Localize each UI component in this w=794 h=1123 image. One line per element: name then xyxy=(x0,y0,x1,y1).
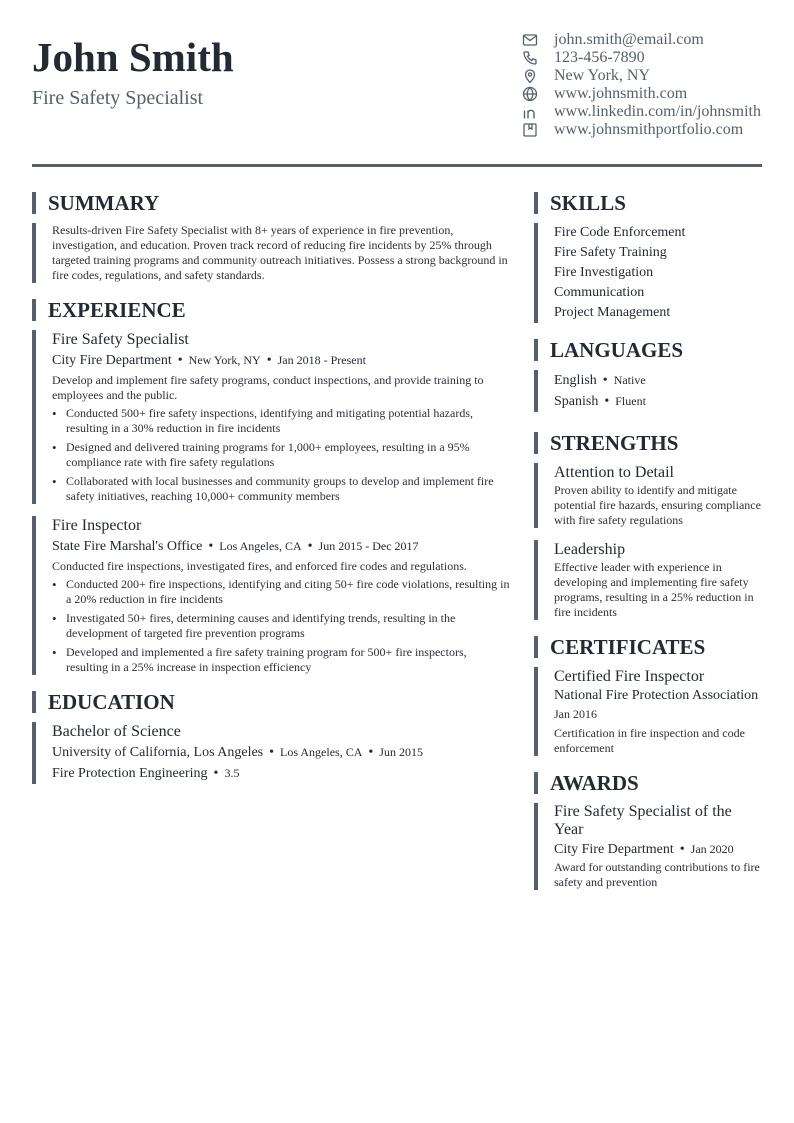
left-column xyxy=(32,192,510,784)
education-section xyxy=(32,691,510,784)
section-heading: EDUCATION xyxy=(32,691,510,713)
award-title: Fire Safety Specialist of the Year xyxy=(554,803,732,838)
award-desc: Award for outstanding contributions to fire safety and prevention xyxy=(554,860,760,889)
contact-linkedin[interactable] xyxy=(522,103,761,121)
language-name: Spanish xyxy=(554,394,599,409)
resume-page xyxy=(32,0,762,889)
award-issuer: City Fire Department xyxy=(554,842,674,857)
phone-icon xyxy=(522,50,538,66)
section-heading: STRENGTHS xyxy=(534,432,762,454)
job-org: City Fire Department xyxy=(52,353,172,368)
language-item: English • Native xyxy=(554,373,646,388)
skill-item: Fire Code Enforcement xyxy=(554,225,686,240)
strengths-section xyxy=(534,432,762,620)
strength-entry xyxy=(534,463,762,528)
contact-location xyxy=(522,67,761,85)
summary-text: Results-driven Fire Safety Specialist with 8+ years of experience in fire prevention, investigation, and education. Proven track record of reducing fire incidents by 25% through targeted training programs and community outreach initiatives. Possess a strong background in fire codes, regulations, and safety standards. xyxy=(52,223,508,282)
award-entry xyxy=(534,803,762,890)
award-date: Jan 2020 xyxy=(690,842,734,856)
job-location: Los Angeles, CA xyxy=(219,539,302,553)
section-heading: SKILLS xyxy=(534,192,762,214)
globe-icon xyxy=(522,86,538,102)
gpa: 3.5 xyxy=(224,766,240,780)
list-item: • Designed and delivered training programs for 1,000+ employees, resulting in a 95% compliance rate with fire safety regulations xyxy=(52,440,510,470)
contact-phone[interactable] xyxy=(522,49,761,67)
resume-header xyxy=(32,0,762,168)
contact-website[interactable] xyxy=(522,85,761,103)
strength-desc: Proven ability to identify and mitigate potential fire hazards, ensuring compliance with fire safety regulations xyxy=(554,483,761,527)
job-role: Fire Inspector xyxy=(52,517,142,534)
school-location: Los Angeles, CA xyxy=(280,745,363,759)
contact-text: www.linkedin.com/in/johnsmith xyxy=(554,103,761,120)
job-entry xyxy=(32,330,510,504)
candidate-name: John Smith xyxy=(32,34,234,80)
summary-block xyxy=(32,223,510,283)
education-entry xyxy=(32,722,510,784)
certificate-title: Certified Fire Inspector xyxy=(554,668,705,685)
skill-item: Fire Investigation xyxy=(554,265,654,280)
school-line: University of California, Los Angeles • Los Angeles, CA • Jun 2015 xyxy=(52,745,423,760)
skill-item: Communication xyxy=(554,285,645,300)
skill-item: Project Management xyxy=(554,305,671,320)
language-level: Native xyxy=(613,373,646,387)
experience-section xyxy=(32,299,510,675)
certificate-desc: Certification in fire inspection and code enforcement xyxy=(554,726,745,755)
list-item: • Collaborated with local businesses and community groups to develop and implement fire safety initiatives, reaching 10,000+ community members xyxy=(52,474,510,504)
summary-section xyxy=(32,192,510,283)
location-pin-icon xyxy=(522,68,538,84)
job-org: State Fire Marshal's Office xyxy=(52,539,203,554)
certificate-date: Jan 2016 xyxy=(554,707,597,721)
job-dates: Jan 2018 - Present xyxy=(277,353,366,367)
job-org-line: City Fire Department • New York, NY • Jan 2018 - Present xyxy=(52,353,366,368)
certificates-section xyxy=(534,636,762,756)
award-issuer-line: City Fire Department • Jan 2020 xyxy=(554,842,734,857)
contact-text: New York, NY xyxy=(554,67,651,84)
certificate-entry xyxy=(534,667,762,756)
field-of-study: Fire Protection Engineering xyxy=(52,766,208,781)
strength-desc: Effective leader with experience in developing and implementing fire safety programs, resulting in a 25% reduction in fire incidents xyxy=(554,560,754,619)
job-description: Conducted fire inspections, investigated fires, and enforced fire codes and regulations. xyxy=(52,559,467,573)
contact-text: www.johnsmith.com xyxy=(554,85,688,102)
language-level: Fluent xyxy=(615,394,646,408)
job-dates: Jun 2015 - Dec 2017 xyxy=(318,539,419,553)
job-location: New York, NY xyxy=(188,353,261,367)
contact-text: john.smith@email.com xyxy=(554,31,704,48)
skills-section xyxy=(534,192,762,323)
languages-section xyxy=(534,339,762,412)
job-description: Develop and implement fire safety programs, conduct inspections, and provide training to employees and the public. xyxy=(52,373,484,402)
languages-block xyxy=(534,370,762,412)
contact-text: www.johnsmithportfolio.com xyxy=(554,121,744,138)
contact-list xyxy=(522,31,761,139)
strength-title: Attention to Detail xyxy=(554,464,674,481)
language-item: Spanish • Fluent xyxy=(554,394,646,409)
awards-section xyxy=(534,772,762,890)
certificate-issuer: National Fire Protection Association xyxy=(554,688,759,703)
list-item: • Developed and implemented a fire safety training program for 500+ fire inspectors, resulting in a 25% increase in inspection efficiency xyxy=(52,645,510,675)
section-heading: SUMMARY xyxy=(32,192,510,214)
list-item: • Conducted 500+ fire safety inspections, identifying and mitigating potential hazards, resulting in a 30% reduction in fire incidents xyxy=(52,406,510,436)
strength-title: Leadership xyxy=(554,541,626,558)
skill-item: Fire Safety Training xyxy=(554,245,667,260)
job-bullets xyxy=(52,406,510,504)
linkedin-icon xyxy=(522,104,538,120)
mail-icon xyxy=(522,32,538,48)
field-line: Fire Protection Engineering • 3.5 xyxy=(52,766,240,781)
contact-email[interactable] xyxy=(522,31,761,49)
section-heading: EXPERIENCE xyxy=(32,299,510,321)
strength-entry xyxy=(534,540,762,620)
job-org-line: State Fire Marshal's Office • Los Angeles, CA • Jun 2015 - Dec 2017 xyxy=(52,539,419,554)
degree: Bachelor of Science xyxy=(52,723,181,740)
graduation-date: Jun 2015 xyxy=(379,745,423,759)
skills-block xyxy=(534,223,762,323)
right-column xyxy=(534,192,762,890)
portfolio-icon xyxy=(522,122,538,138)
job-entry xyxy=(32,516,510,675)
section-heading: AWARDS xyxy=(534,772,762,794)
contact-portfolio[interactable] xyxy=(522,121,761,139)
language-name: English xyxy=(554,373,597,388)
school: University of California, Los Angeles xyxy=(52,745,264,760)
section-heading: LANGUAGES xyxy=(534,339,762,361)
contact-text: 123-456-7890 xyxy=(554,49,645,66)
job-role: Fire Safety Specialist xyxy=(52,331,189,348)
section-heading: CERTIFICATES xyxy=(534,636,762,658)
header-divider xyxy=(32,164,762,167)
list-item: • Investigated 50+ fires, determining causes and identifying trends, resulting in the development of targeted fire prevention programs xyxy=(52,611,510,641)
candidate-title: Fire Safety Specialist xyxy=(32,87,204,109)
list-item: • Conducted 200+ fire inspections, identifying and citing 50+ fire code violations, resulting in a 20% reduction in fire incidents xyxy=(52,577,510,607)
job-bullets xyxy=(52,577,510,675)
